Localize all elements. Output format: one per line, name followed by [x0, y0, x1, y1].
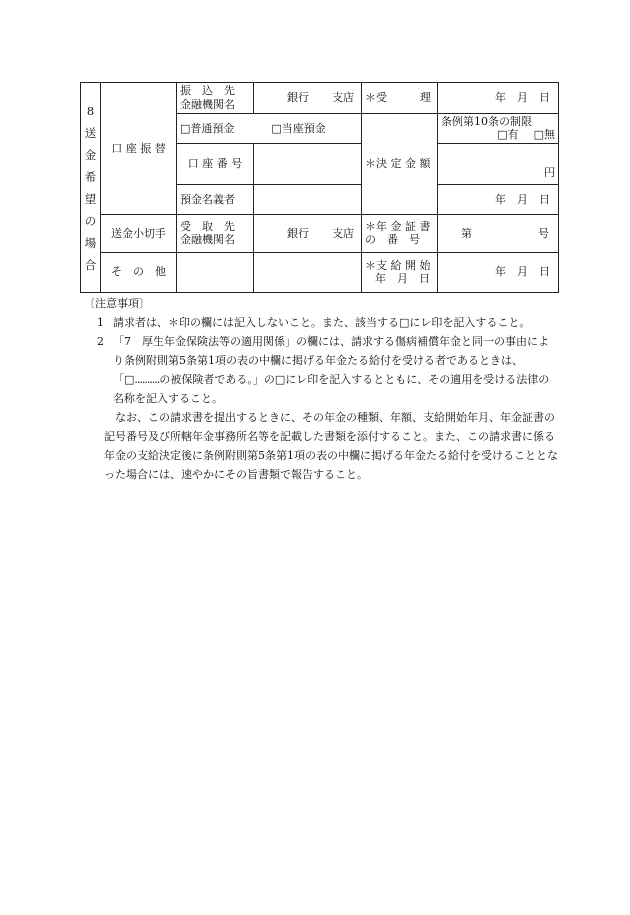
number-suffix: 号	[538, 226, 549, 240]
other-field-a[interactable]	[177, 252, 254, 292]
deposit-type-field[interactable]	[177, 113, 362, 143]
transfer-bank-field[interactable]	[254, 83, 362, 114]
account-number-label: 口 座 番 号	[177, 144, 254, 184]
article-10-limit-label: 条例第10条の制限	[441, 114, 532, 128]
transfer-bank-label	[177, 83, 254, 114]
account-transfer-label: 口 座 振 替	[101, 83, 177, 215]
section-char: 望	[84, 191, 97, 206]
notes-section	[80, 294, 558, 484]
blank-dots: ..........	[134, 373, 160, 386]
receipt-label: ＊受 理	[362, 83, 438, 114]
note-text-part-a: 「7 厚生年金保険法等の適用関係」の欄には、請求する傷病補償年金と同一の事由により条例附則第5条第1項の表の中欄に掲げる年金たる給付を受ける者であるときは、「□	[113, 335, 549, 386]
transfer-bank-label-line2: 金融機関名	[180, 97, 235, 111]
section-char: 送	[84, 125, 97, 140]
pension-certificate-number-field[interactable]	[438, 215, 559, 252]
receiving-bank-label	[177, 215, 254, 252]
other-field-b[interactable]	[254, 252, 362, 292]
checkbox-ordinary-deposit[interactable]: □普通預金	[180, 121, 235, 135]
note-item-1	[80, 313, 558, 332]
checkbox-current-deposit[interactable]: □当座預金	[271, 121, 326, 135]
account-holder-field[interactable]	[254, 184, 362, 215]
decided-amount-label: ＊決 定 金 額	[362, 113, 438, 215]
amount-yen-field[interactable]	[438, 144, 559, 184]
bank-suffix: 銀行	[287, 91, 309, 105]
yen-suffix: 円	[544, 165, 555, 179]
payment-start-label-line1: ＊支 給 開 始	[365, 258, 431, 272]
section-char: 場	[84, 235, 97, 250]
receiving-bank-field[interactable]	[254, 215, 362, 252]
number-prefix: 第	[461, 226, 472, 240]
pension-certificate-label-line2: の 番 号	[365, 233, 420, 247]
remittance-check-label: 送金小切手	[101, 215, 177, 252]
note-number: 1	[97, 316, 104, 329]
section-number: 8	[86, 103, 95, 118]
branch-suffix: 支店	[332, 226, 354, 240]
notice-date-field[interactable]: 年 月 日	[438, 184, 559, 215]
bank-suffix: 銀行	[287, 226, 309, 240]
pension-certificate-label-line1: ＊年 金 証 書	[365, 219, 431, 233]
remittance-form-table	[80, 82, 559, 293]
note-item-2	[80, 332, 558, 408]
article-10-limit-field	[438, 113, 559, 143]
notes-heading: 〔注意事項〕	[84, 297, 150, 310]
pension-certificate-number-label	[362, 215, 438, 252]
payment-start-date-field[interactable]: 年 月 日	[438, 252, 559, 292]
checkbox-yes[interactable]: □有	[497, 128, 519, 142]
note-number: 2	[97, 335, 104, 348]
note-text: 請求者は、＊印の欄には記入しないこと。また、該当する□にレ印を記入すること。	[113, 316, 531, 329]
other-label: そ の 他	[101, 252, 177, 292]
section-char: 希	[84, 169, 97, 184]
receiving-bank-label-line2: 金融機関名	[180, 233, 235, 247]
checkbox-no[interactable]: □無	[533, 128, 555, 142]
payment-start-date-label	[362, 252, 438, 292]
section-char: の	[84, 213, 97, 228]
transfer-bank-label-line1: 振 込 先	[180, 84, 235, 98]
account-number-field[interactable]	[254, 144, 362, 184]
note-paragraph: なお、この請求書を提出するときに、その年金の種類、年額、支給開始年月、年金証書の記号番号及び所轄年金事務所名等を記載した書類を添付すること。また、この請求書に係る年金の支給決定後に条例附則第5条第1項の表の中欄に掲げる年金たる給付を受けることとなった場合には、速やかにその旨書類で報告すること。	[104, 411, 558, 481]
branch-suffix: 支店	[332, 91, 354, 105]
receiving-bank-label-line1: 受 取 先	[180, 219, 235, 233]
section-char: 金	[84, 147, 97, 162]
account-holder-label: 預金名義者	[177, 184, 254, 215]
section-8-title	[81, 83, 101, 293]
receipt-date-field[interactable]: 年 月 日	[438, 83, 559, 114]
note-text-part-b: の被保険者である。」の□にレ印を記入するとともに、その適用を受ける法律の名称を記入すること。	[113, 373, 550, 405]
section-char: 合	[84, 257, 97, 272]
payment-start-label-line2: 年 月 日	[375, 272, 430, 286]
